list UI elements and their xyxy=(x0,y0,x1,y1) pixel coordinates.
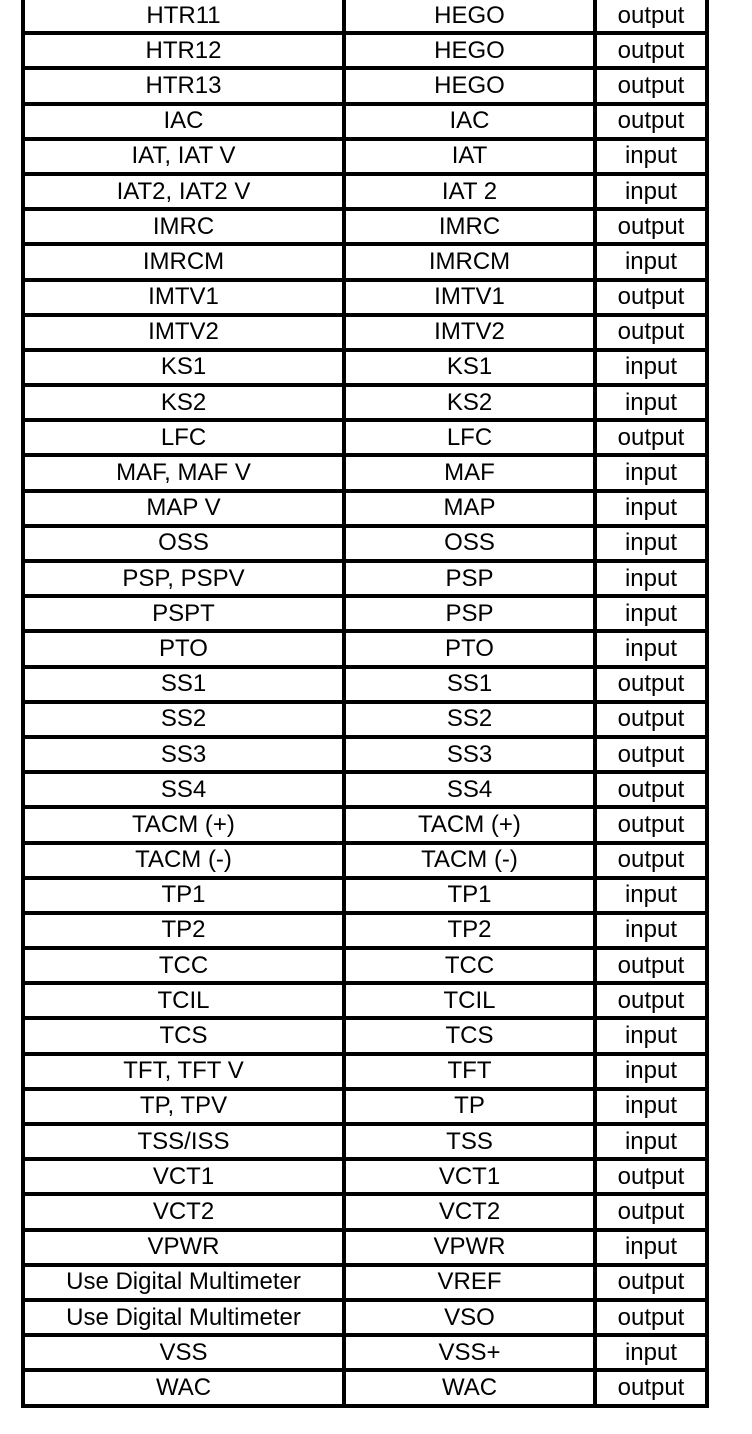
pin-name-cell: Use Digital Multimeter xyxy=(23,1300,344,1335)
signal-name-cell: IMRCM xyxy=(344,244,595,279)
direction-cell: output xyxy=(595,315,707,350)
table-row xyxy=(23,772,707,807)
direction-cell: output xyxy=(595,420,707,455)
direction-cell: output xyxy=(595,983,707,1018)
direction-cell: input xyxy=(595,1230,707,1265)
signal-name-cell: VPWR xyxy=(344,1230,595,1265)
direction-cell: input xyxy=(595,526,707,561)
pin-name-cell: IMTV1 xyxy=(23,280,344,315)
direction-cell: output xyxy=(595,843,707,878)
direction-cell: output xyxy=(595,1265,707,1300)
signal-name-cell: PSP xyxy=(344,596,595,631)
pin-name-cell: IMRC xyxy=(23,209,344,244)
pin-name-cell: TFT, TFT V xyxy=(23,1054,344,1089)
table-row xyxy=(23,1230,707,1265)
signal-name-cell: TP1 xyxy=(344,878,595,913)
pin-name-cell: PSP, PSPV xyxy=(23,561,344,596)
pin-name-cell: TCC xyxy=(23,948,344,983)
table-row xyxy=(23,33,707,68)
table-row xyxy=(23,1265,707,1300)
table-row xyxy=(23,631,707,666)
pin-name-cell: SS1 xyxy=(23,667,344,702)
table-row xyxy=(23,174,707,209)
signal-name-cell: TFT xyxy=(344,1054,595,1089)
signal-name-cell: TP xyxy=(344,1089,595,1124)
table-row xyxy=(23,139,707,174)
signal-table xyxy=(21,0,709,1408)
table-row xyxy=(23,1018,707,1053)
pin-name-cell: TCIL xyxy=(23,983,344,1018)
direction-cell: output xyxy=(595,737,707,772)
pin-name-cell: Use Digital Multimeter xyxy=(23,1265,344,1300)
pin-name-cell: KS1 xyxy=(23,350,344,385)
signal-name-cell: TCC xyxy=(344,948,595,983)
direction-cell: output xyxy=(595,280,707,315)
table-row xyxy=(23,526,707,561)
direction-cell: output xyxy=(595,1194,707,1229)
table-row xyxy=(23,280,707,315)
table-row xyxy=(23,561,707,596)
direction-cell: input xyxy=(595,878,707,913)
signal-name-cell: IMTV1 xyxy=(344,280,595,315)
direction-cell: input xyxy=(595,1054,707,1089)
table-row xyxy=(23,983,707,1018)
direction-cell: input xyxy=(595,631,707,666)
pin-name-cell: PTO xyxy=(23,631,344,666)
signal-name-cell: LFC xyxy=(344,420,595,455)
direction-cell: output xyxy=(595,702,707,737)
table-row xyxy=(23,209,707,244)
signal-name-cell: MAF xyxy=(344,455,595,490)
table-row xyxy=(23,1194,707,1229)
signal-name-cell: KS1 xyxy=(344,350,595,385)
pin-name-cell: IMTV2 xyxy=(23,315,344,350)
signal-name-cell: VCT2 xyxy=(344,1194,595,1229)
direction-cell: input xyxy=(595,1089,707,1124)
signal-name-cell: TP2 xyxy=(344,913,595,948)
signal-name-cell: WAC xyxy=(344,1370,595,1405)
signal-name-cell: TSS xyxy=(344,1124,595,1159)
signal-name-cell: HEGO xyxy=(344,0,595,33)
direction-cell: input xyxy=(595,174,707,209)
signal-name-cell: VSO xyxy=(344,1300,595,1335)
pin-name-cell: HTR11 xyxy=(23,0,344,33)
pin-name-cell: VPWR xyxy=(23,1230,344,1265)
direction-cell: output xyxy=(595,807,707,842)
table-row xyxy=(23,350,707,385)
direction-cell: input xyxy=(595,596,707,631)
signal-name-cell: TCIL xyxy=(344,983,595,1018)
signal-name-cell: VREF xyxy=(344,1265,595,1300)
direction-cell: input xyxy=(595,1018,707,1053)
signal-name-cell: TACM (-) xyxy=(344,843,595,878)
table-row xyxy=(23,491,707,526)
signal-name-cell: SS2 xyxy=(344,702,595,737)
pin-name-cell: TACM (-) xyxy=(23,843,344,878)
direction-cell: output xyxy=(595,68,707,103)
pin-name-cell: WAC xyxy=(23,1370,344,1405)
table-row xyxy=(23,807,707,842)
table-row xyxy=(23,702,707,737)
direction-cell: output xyxy=(595,104,707,139)
direction-cell: input xyxy=(595,1335,707,1370)
direction-cell: input xyxy=(595,1124,707,1159)
table-row xyxy=(23,1054,707,1089)
pin-name-cell: IAC xyxy=(23,104,344,139)
signal-name-cell: VSS+ xyxy=(344,1335,595,1370)
table-row xyxy=(23,1159,707,1194)
table-row xyxy=(23,1370,707,1405)
signal-name-cell: OSS xyxy=(344,526,595,561)
table-row xyxy=(23,1089,707,1124)
table-row xyxy=(23,948,707,983)
table-row xyxy=(23,104,707,139)
table-row xyxy=(23,420,707,455)
direction-cell: input xyxy=(595,491,707,526)
table-row xyxy=(23,878,707,913)
pin-name-cell: OSS xyxy=(23,526,344,561)
signal-name-cell: HEGO xyxy=(344,68,595,103)
direction-cell: output xyxy=(617,1373,685,1401)
pin-name-cell: MAP V xyxy=(23,491,344,526)
table-row xyxy=(23,455,707,490)
pin-name-cell: SS4 xyxy=(23,772,344,807)
signal-name-cell: IAC xyxy=(344,104,595,139)
pin-name-cell: IAT, IAT V xyxy=(23,139,344,174)
pin-name-cell: SS3 xyxy=(23,737,344,772)
direction-cell: input xyxy=(595,913,707,948)
direction-cell: input xyxy=(595,561,707,596)
signal-table-body xyxy=(23,0,707,1406)
signal-name-cell: TACM (+) xyxy=(344,807,595,842)
table-row xyxy=(23,244,707,279)
table-row xyxy=(23,913,707,948)
pin-name-cell: LFC xyxy=(23,420,344,455)
table-row xyxy=(23,843,707,878)
signal-name-cell: IMRC xyxy=(344,209,595,244)
pin-name-cell: HTR13 xyxy=(23,68,344,103)
pin-name-cell: MAF, MAF V xyxy=(23,455,344,490)
direction-cell: input xyxy=(595,455,707,490)
signal-name-cell: SS1 xyxy=(344,667,595,702)
signal-name-cell: SS4 xyxy=(344,772,595,807)
signal-name-cell: PTO xyxy=(344,631,595,666)
pin-name-cell: TP1 xyxy=(23,878,344,913)
pin-name-cell: VCT2 xyxy=(23,1194,344,1229)
pin-name-cell: TP, TPV xyxy=(23,1089,344,1124)
direction-cell: output xyxy=(595,667,707,702)
direction-cell: output xyxy=(595,948,707,983)
signal-name-cell: IAT xyxy=(344,139,595,174)
pin-name-cell: TP2 xyxy=(23,913,344,948)
pin-name-cell: PSPT xyxy=(23,596,344,631)
table-row xyxy=(23,1300,707,1335)
table-row xyxy=(23,737,707,772)
signal-name-cell: KS2 xyxy=(344,385,595,420)
signal-name-cell: VCT1 xyxy=(344,1159,595,1194)
direction-cell: output xyxy=(595,1300,707,1335)
direction-cell: input xyxy=(595,385,707,420)
pin-name-cell: VCT1 xyxy=(23,1159,344,1194)
direction-cell: output xyxy=(595,772,707,807)
pin-name-cell: HTR12 xyxy=(23,33,344,68)
signal-name-cell: HEGO xyxy=(344,33,595,68)
pin-name-cell: TSS/ISS xyxy=(23,1124,344,1159)
table-row xyxy=(23,596,707,631)
signal-name-cell: PSP xyxy=(344,561,595,596)
direction-cell: input xyxy=(595,350,707,385)
direction-cell: input xyxy=(595,139,707,174)
signal-name-cell: TCS xyxy=(344,1018,595,1053)
direction-cell: input xyxy=(595,244,707,279)
table-row xyxy=(23,0,707,33)
signal-name-cell: MAP xyxy=(344,491,595,526)
direction-cell: output xyxy=(595,0,707,33)
table-row xyxy=(23,315,707,350)
table-row xyxy=(23,68,707,103)
pin-name-cell: IAT2, IAT2 V xyxy=(23,174,344,209)
table-row xyxy=(23,667,707,702)
table-row xyxy=(23,385,707,420)
table-row xyxy=(23,1335,707,1370)
pin-name-cell: TCS xyxy=(23,1018,344,1053)
direction-cell: output xyxy=(595,209,707,244)
pin-name-cell: VSS xyxy=(23,1335,344,1370)
direction-cell: output xyxy=(595,33,707,68)
pin-name-cell: IMRCM xyxy=(23,244,344,279)
pin-name-cell: TACM (+) xyxy=(23,807,344,842)
signal-name-cell: IMTV2 xyxy=(344,315,595,350)
pin-name-cell: SS2 xyxy=(23,702,344,737)
signal-name-cell: SS3 xyxy=(344,737,595,772)
pin-name-cell: KS2 xyxy=(23,385,344,420)
table-row xyxy=(23,1124,707,1159)
direction-cell: output xyxy=(595,1159,707,1194)
signal-name-cell: IAT 2 xyxy=(344,174,595,209)
